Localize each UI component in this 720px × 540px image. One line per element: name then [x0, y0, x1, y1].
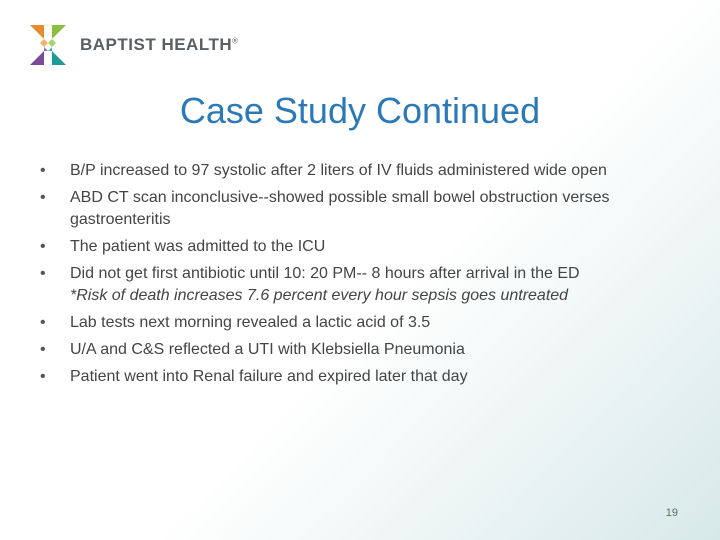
bullet-item — [40, 339, 690, 361]
bullet-text: ABD CT scan inconclusive--showed possible small bowel obstruction verses gastroenteritis — [70, 189, 610, 228]
brand-name — [80, 35, 239, 55]
bullet-text: The patient was admitted to the ICU — [70, 238, 326, 255]
bullet-item — [40, 160, 690, 182]
bullet-item — [40, 366, 690, 388]
bullet-text: B/P increased to 97 systolic after 2 liters of IV fluids administered wide open — [70, 162, 607, 179]
slide-title: Case Study Continued — [179, 90, 541, 131]
bullet-item — [40, 236, 690, 258]
bullet-text: Did not get first antibiotic until 10: 20 PM-- 8 hours after arrival in the ED — [70, 265, 580, 282]
baptist-health-mark-icon — [26, 22, 70, 68]
bullet-text: U/A and C&S reflected a UTI with Klebsiella Pneumonia — [70, 341, 465, 358]
registered-mark: ® — [232, 36, 239, 46]
bullet-item — [40, 312, 690, 334]
page-number: 19 — [665, 507, 678, 519]
bullet-note: *Risk of death increases 7.6 percent every hour sepsis goes untreated — [70, 287, 569, 304]
bullet-item — [40, 263, 690, 307]
bullet-list — [40, 160, 690, 393]
brand-name-text: BAPTIST HEALTH — [80, 35, 233, 54]
baptist-health-logo — [26, 22, 239, 68]
bullet-item — [40, 187, 690, 231]
bullet-text: Patient went into Renal failure and expired later that day — [70, 368, 468, 385]
bullet-text: Lab tests next morning revealed a lactic acid of 3.5 — [70, 314, 431, 331]
